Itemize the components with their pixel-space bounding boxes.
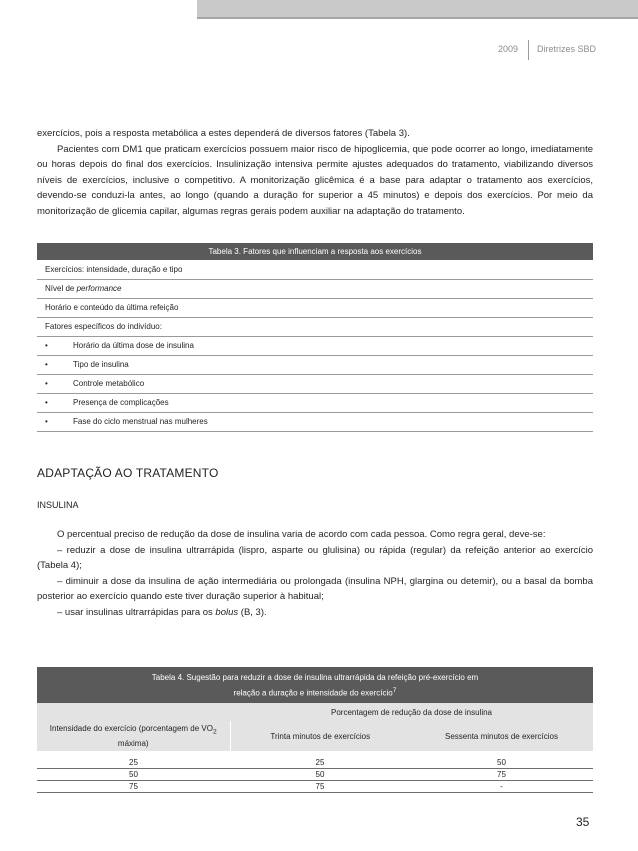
list-item: Controle metabólico [73,374,593,393]
table-row [37,781,593,793]
section-text [37,527,593,620]
intro-paragraph-1: exercícios, pois a resposta metabólica a estes dependerá de diversos fatores (Tabela 3). [37,128,410,139]
table-cell: - [410,781,593,793]
section-paragraph-2: – reduzir a dose de insulina ultrarrápida (lispro, asparte ou glulisina) ou rápida (regular) da refeição anterior ao exercício (Tabela 4); [37,544,593,571]
col-header-text: Intensidade do exercício (porcentagem de VO [49,724,213,734]
section-paragraph-3: – diminuir a dose da insulina de ação intermediária ou prolongada (insulina NPH, glargina ou detemir), ou a basal da bomba posterior ao exercício quando este tiver duração superior à habitual; [37,575,593,602]
list-item: Presença de complicações [73,393,593,412]
table-cell: 50 [410,757,593,769]
intro-text [37,126,593,219]
table-4 [37,667,593,793]
bullet-mark: • [37,336,73,355]
col-header-subscript: 2 [213,728,217,736]
header-separator [528,40,529,60]
table-4-title [37,667,593,703]
table-4-header-empty [37,703,230,721]
table-cell: 75 [230,781,410,793]
table-cell: 25 [230,757,410,769]
col-header-text: máxima) [117,738,149,748]
bullet-mark: • [37,355,73,374]
table-cell: 50 [37,769,230,781]
paragraph-text-italic: bolus [215,606,239,618]
table-cell: 25 [37,757,230,769]
table-row [37,279,593,298]
table-row [37,769,593,781]
table-4-col-intensity [37,721,230,751]
row-text: Nível de [45,284,77,293]
bullet-mark: • [37,374,73,393]
table-4-title-line-2: relação a duração e intensidade do exercício [233,688,393,698]
list-item: Fase do ciclo menstrual nas mulheres [73,412,593,431]
table-cell: 50 [230,769,410,781]
table-row: Horário e conteúdo da última refeição [37,298,593,317]
table-cell: 75 [410,769,593,781]
row-text-italic: performance [76,284,122,293]
section-paragraph-4 [37,605,593,621]
table-4-col-sixty: Sessenta minutos de exercícios [410,721,593,751]
table-3 [37,243,593,432]
bullet-mark: • [37,393,73,412]
page-number: 35 [576,815,590,829]
paragraph-text: – usar insulinas ultrarrápidas para os [57,606,216,618]
table-4-title-reference: 7 [392,686,397,694]
header-year: 2009 [498,44,519,54]
table-row: Fatores específicos do indivíduo: [37,317,593,336]
intro-paragraph-2: Pacientes com DM1 que praticam exercícios possuem maior risco de hipoglicemia, que pode ocorrer ao longo, imediatamente ou horas depois do final dos exercícios. Insulinização intensiva permite ajustes adequados do tratamento, viabilizando diversos níveis de exercícios, inclusive o competitivo. A monitorização glicêmica é a base para adaptar o tratamento aos exercícios, devendo-se conduzi-la antes, ao longo (quando a duração for superior a 45 minutos) e depois dos exercícios. Por meio da monitorização de glicemia capilar, algumas regras gerais podem auxiliar na adaptação do tratamento. [37,143,593,217]
section-subheading: INSULINA [37,500,79,510]
table-row [37,757,593,769]
header-decoration-line [197,17,638,19]
header-decoration-bar [197,0,638,17]
table-cell: 75 [37,781,230,793]
table-4-title-line-1: Tabela 4. Sugestão para reduzir a dose de insulina ultrarrápida da refeição pré-exercício em [151,672,479,682]
list-item: Horário da última dose de insulina [73,336,593,355]
header-title: Diretrizes SBD [537,44,597,54]
table-3-title: Tabela 3. Fatores que influenciam a resposta aos exercícios [37,243,593,260]
paragraph-text: (B, 3). [238,606,267,618]
list-item: Tipo de insulina [73,355,593,374]
section-heading: ADAPTAÇÃO AO TRATAMENTO [37,466,219,480]
section-paragraph-1: O percentual preciso de redução da dose de insulina varia de acordo com cada pessoa. Como regra geral, deve-se: [57,529,546,540]
table-4-col-thirty: Trinta minutos de exercícios [230,721,410,751]
table-4-group-header: Porcentagem de redução da dose de insulina [230,703,593,721]
table-row: Exercícios: intensidade, duração e tipo [37,260,593,279]
bullet-mark: • [37,412,73,431]
